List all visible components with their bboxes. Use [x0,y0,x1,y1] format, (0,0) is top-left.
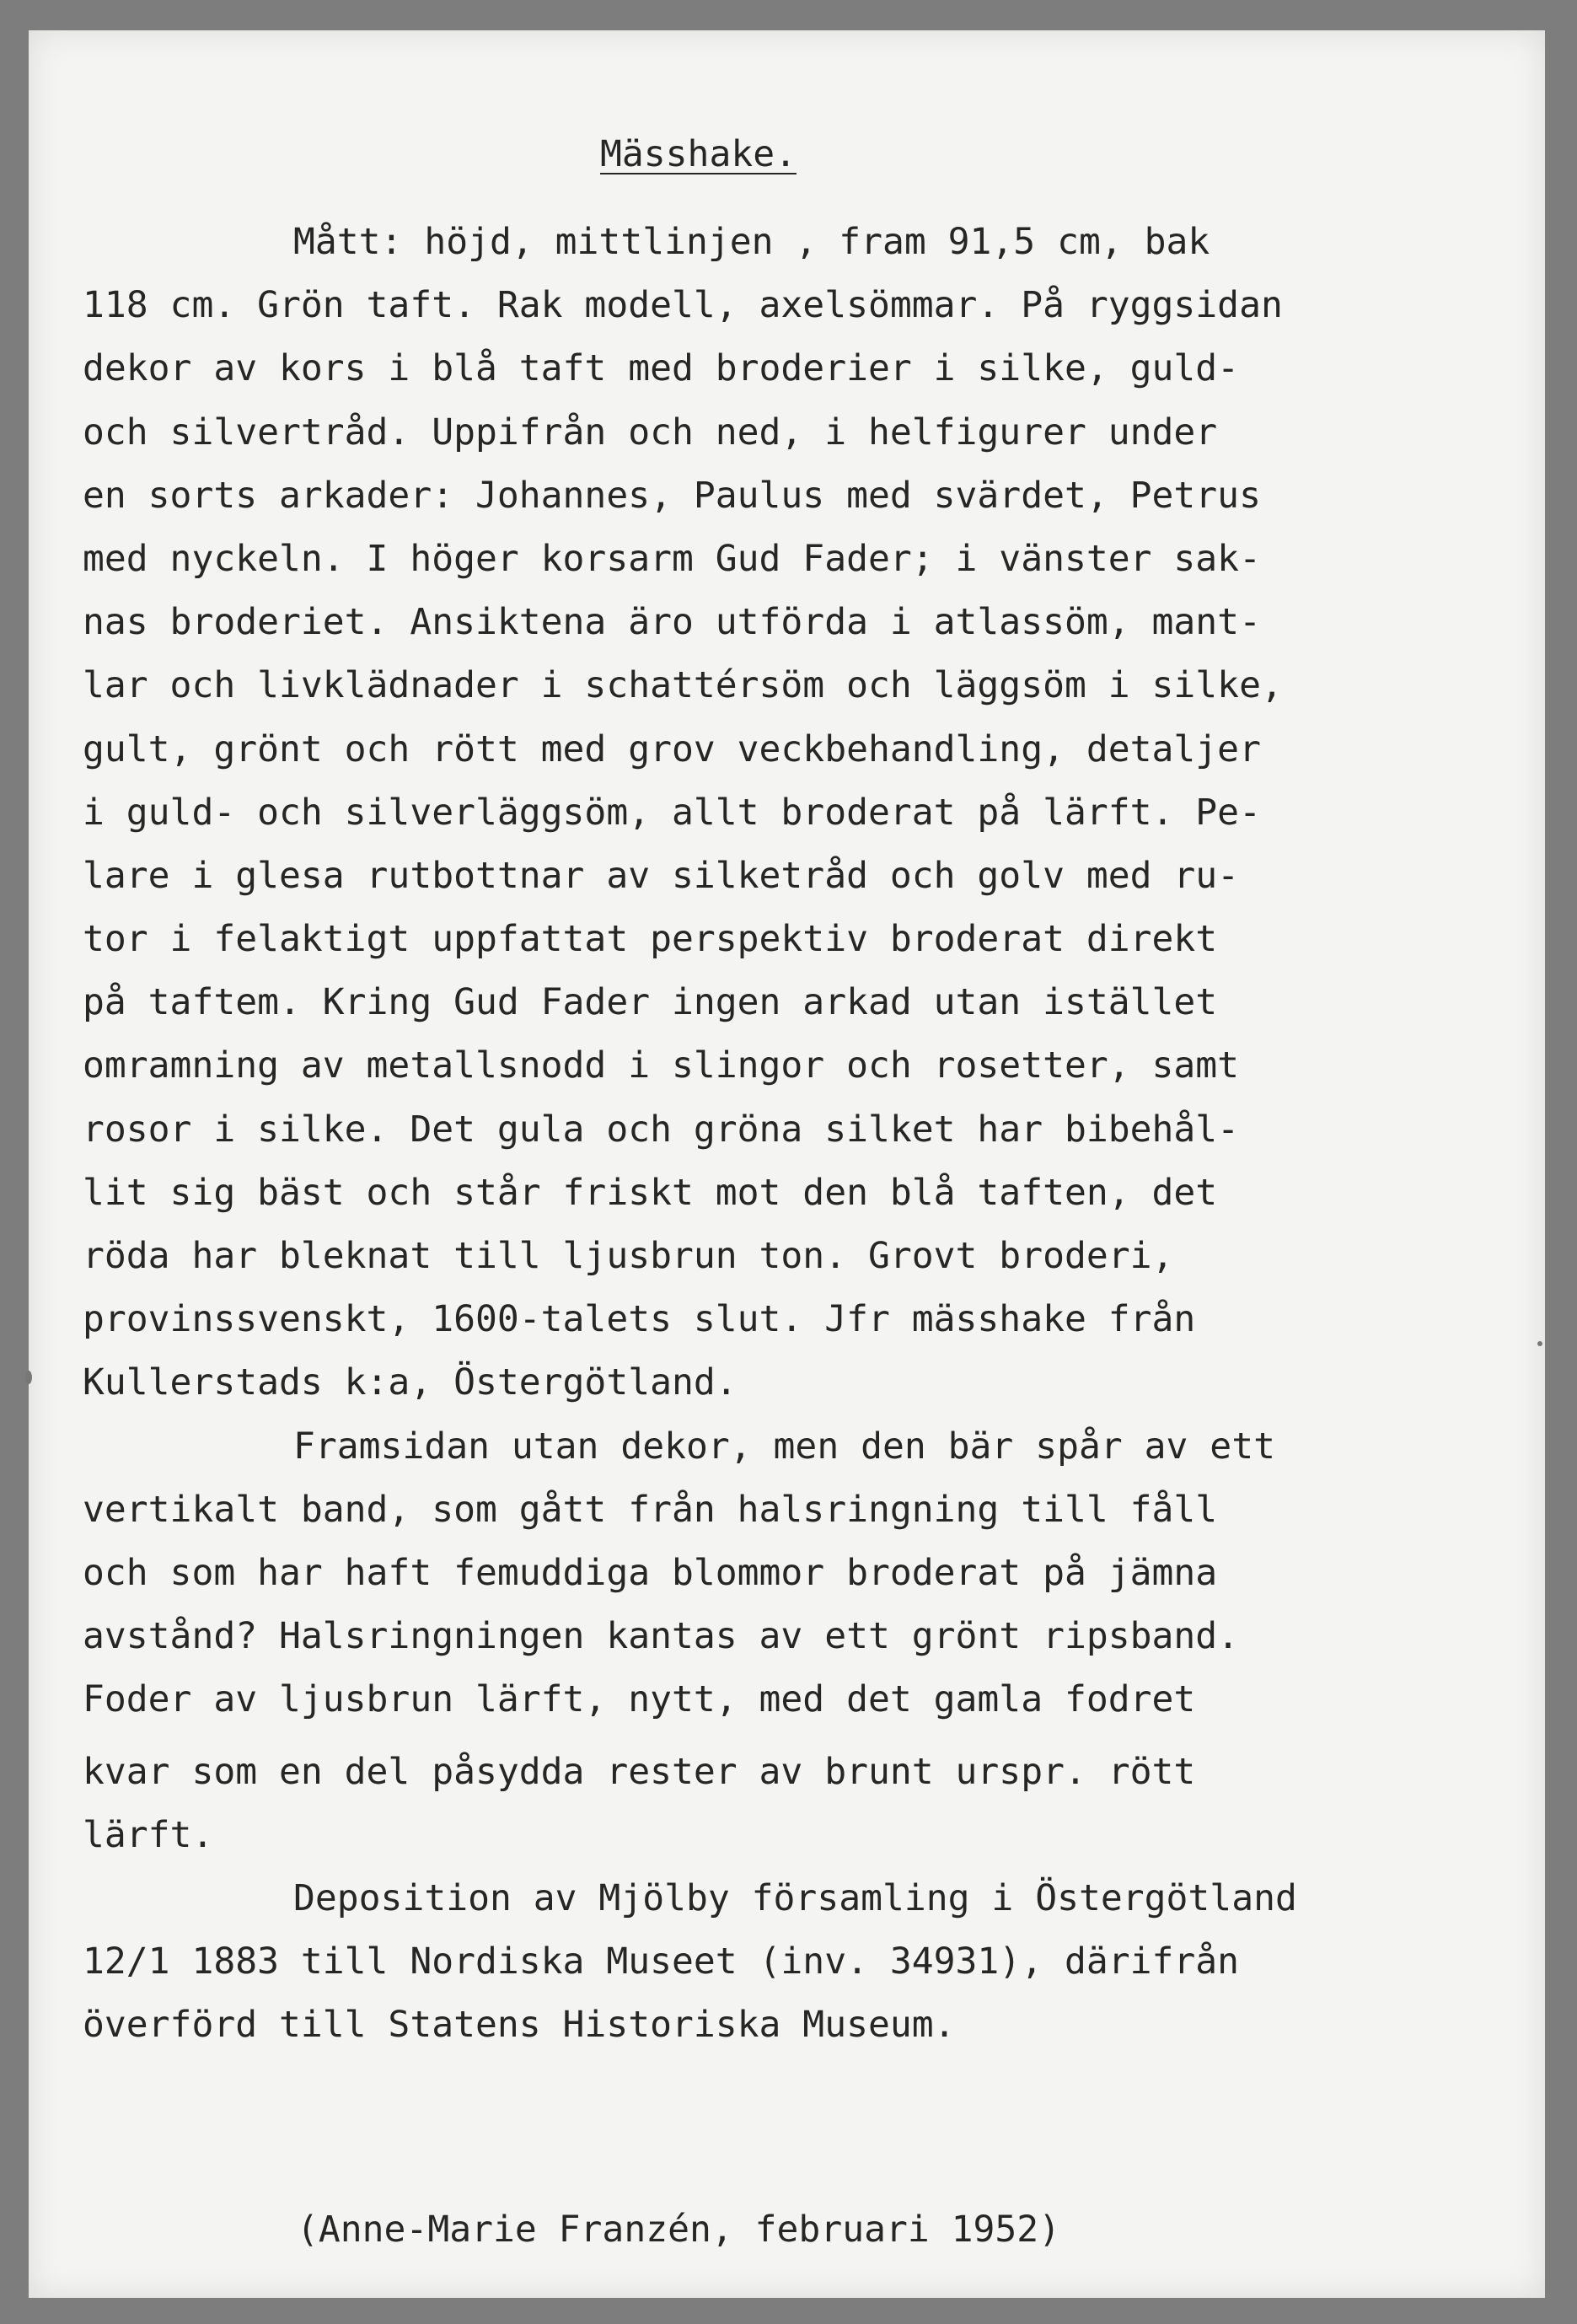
paper-speck [1537,1341,1542,1346]
text-line: provinssvenskt, 1600-talets slut. Jfr mässhake från [83,1298,1196,1341]
document-body [83,211,1532,2057]
text-line: avstånd? Halsringningen kantas av ett grönt ripsband. [83,1615,1240,1658]
text-line: röda har bleknat till ljusbrun ton. Grovt broderi, [83,1235,1174,1277]
text-line: Framsidan utan dekor, men den bär spår av ett [293,1425,1275,1468]
paper-speck [25,1371,32,1384]
text-line: lare i glesa rutbottnar av silketråd och golv med ru- [83,854,1240,897]
text-line: rosor i silke. Det gula och gröna silket har bibehål- [83,1108,1240,1151]
text-line: i guld- och silverläggsöm, allt broderat på lärft. Pe- [83,791,1261,834]
text-line: vertikalt band, som gått från halsringning till fåll [83,1488,1218,1531]
text-line: lar och livklädnader i schattérsöm och läggsöm i silke, [83,664,1283,707]
text-line: 12/1 1883 till Nordiska Museet (inv. 34931), därifrån [83,1940,1240,1983]
text-line: nas broderiet. Ansiktena äro utförda i atlassöm, mant- [83,601,1261,644]
text-line: med nyckeln. I höger korsarm Gud Fader; i vänster sak- [83,537,1261,580]
document-title: Mässhake. [600,133,797,175]
text-line: kvar som en del påsydda rester av brunt urspr. rött [83,1750,1196,1793]
text-line: och silvertråd. Uppifrån och ned, i helfigurer under [83,411,1218,454]
text-line: omramning av metallsnodd i slingor och rosetter, samt [83,1044,1240,1087]
text-line: 118 cm. Grön taft. Rak modell, axelsömmar. På ryggsidan [83,284,1283,327]
text-line: dekor av kors i blå taft med broderier i silke, guld- [83,347,1240,390]
text-line: lärft. [83,1813,214,1856]
text-line: och som har haft femuddiga blommor broderat på jämna [83,1551,1218,1594]
text-line: Foder av ljusbrun lärft, nytt, med det gamla fodret [83,1678,1196,1721]
text-line: gult, grönt och rött med grov veckbehandling, detaljer [83,727,1261,770]
text-line: Deposition av Mjölby församling i Östergötland [293,1876,1297,1919]
text-line: en sorts arkader: Johannes, Paulus med svärdet, Petrus [83,474,1261,517]
text-line: lit sig bäst och står friskt mot den blå taften, det [83,1171,1218,1214]
text-line: på taftem. Kring Gud Fader ingen arkad utan istället [83,981,1218,1024]
text-line: överförd till Statens Historiska Museum. [83,2004,956,2047]
author-signature-line: (Anne-Marie Franzén, februari 1952) [297,2209,1061,2251]
text-line: tor i felaktigt uppfattat perspektiv broderat direkt [83,918,1218,961]
text-line: Kullerstads k:a, Östergötland. [83,1361,738,1404]
text-line: Mått: höjd, mittlinjen , fram 91,5 cm, bak [293,221,1210,263]
